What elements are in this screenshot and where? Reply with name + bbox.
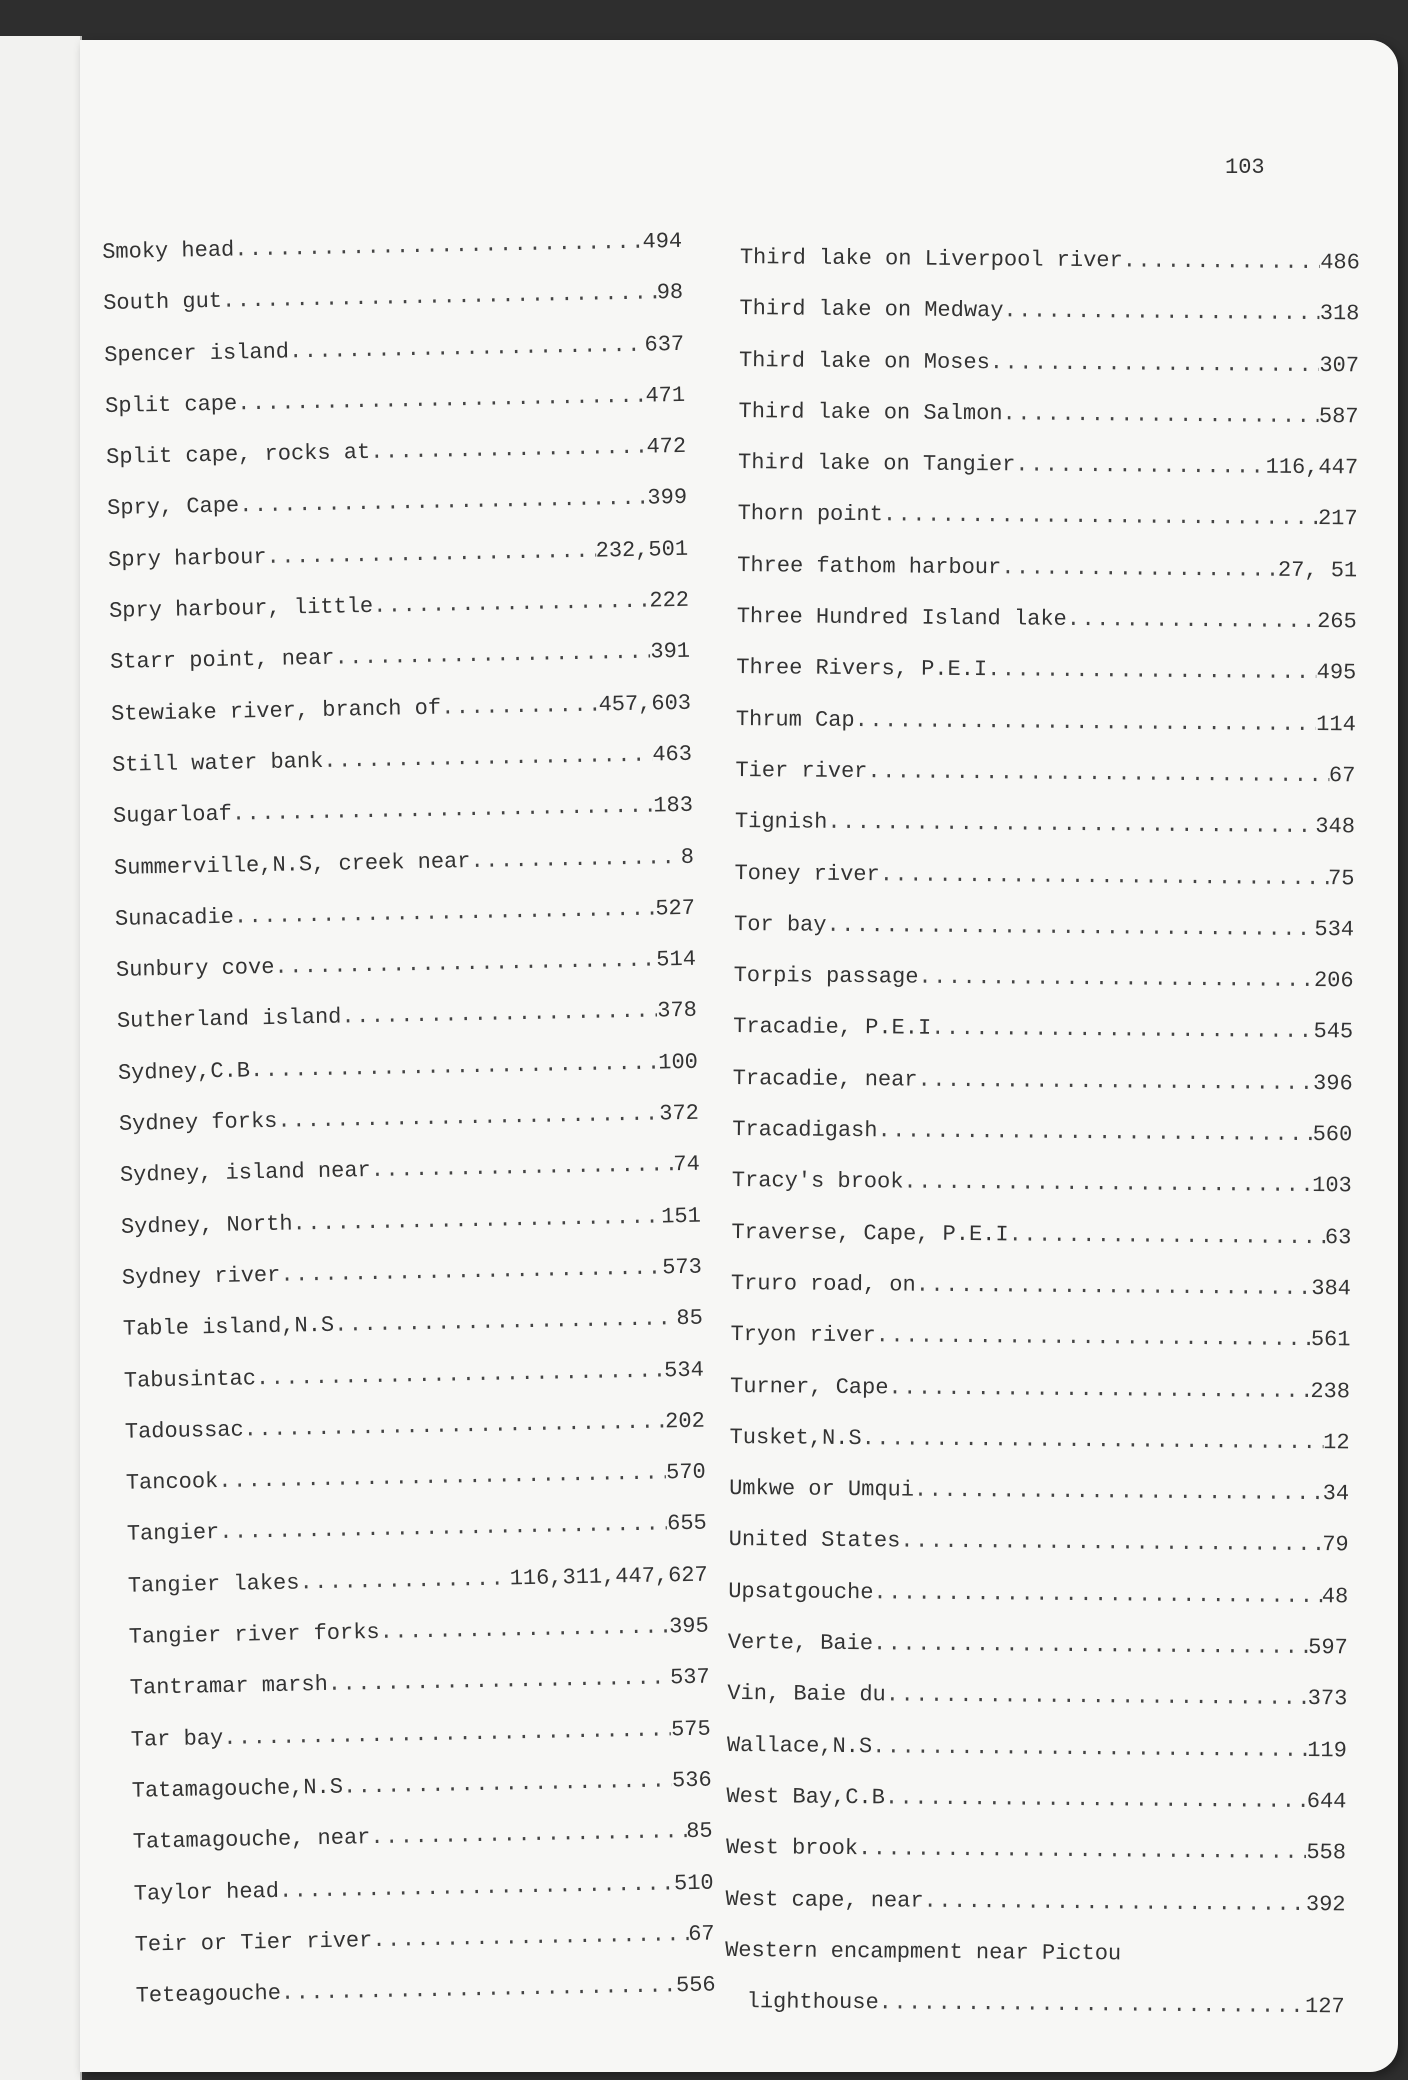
dot-leader — [1123, 248, 1321, 275]
dot-leader — [1001, 555, 1278, 582]
entry-name: Tor bay — [733, 911, 827, 938]
entry-pages: 85 — [686, 1818, 713, 1845]
entry-pages: 34 — [1322, 1481, 1350, 1507]
dot-leader — [334, 1306, 677, 1338]
entry-pages: 67 — [1328, 763, 1356, 789]
entry-name: lighthouse — [746, 1989, 879, 2016]
entry-name: Teteagouche — [135, 1980, 282, 2009]
index-entry — [731, 1271, 1351, 1328]
entry-name: West brook — [725, 1835, 859, 1862]
entry-pages: 114 — [1316, 711, 1356, 738]
dot-leader — [872, 1734, 1307, 1763]
dot-leader — [931, 1016, 1314, 1044]
index-entry — [728, 1527, 1348, 1584]
entry-name: Third lake on Moses — [738, 347, 990, 375]
index-entry — [736, 707, 1356, 764]
entry-pages: 644 — [1306, 1788, 1347, 1815]
entry-name: Western encampment near Pictou — [725, 1937, 1122, 1967]
index-entry — [727, 1681, 1347, 1738]
entry-pages: 597 — [1308, 1635, 1348, 1661]
dot-leader — [343, 1768, 673, 1799]
entry-pages: 561 — [1310, 1327, 1351, 1353]
index-entry — [727, 1733, 1347, 1790]
index-entry — [740, 245, 1360, 302]
dot-leader — [918, 965, 1314, 993]
entry-name: Split cape, rocks at — [105, 440, 371, 471]
entry-pages: 373 — [1307, 1686, 1348, 1712]
entry-pages: 471 — [645, 382, 686, 409]
index-entry — [729, 1425, 1349, 1482]
entry-pages: 573 — [661, 1254, 703, 1281]
entry-name: Sutherland island — [116, 1005, 342, 1035]
entry-pages: 79 — [1322, 1532, 1349, 1558]
index-entry — [735, 809, 1355, 866]
entry-name: Torpis passage — [733, 963, 919, 990]
entry-pages: 495 — [1316, 660, 1357, 686]
entry-name: Tangier river forks — [128, 1619, 380, 1650]
dot-leader — [917, 1067, 1313, 1095]
dot-leader — [323, 743, 653, 774]
index-entry — [732, 1117, 1352, 1174]
entry-name: Vin, Baie du — [727, 1681, 886, 1708]
index-entry — [725, 1886, 1345, 1943]
entry-name: Tar bay — [130, 1725, 224, 1753]
entry-name: Taylor head — [133, 1878, 280, 1907]
dot-leader — [916, 1273, 1312, 1301]
entry-pages: 514 — [656, 946, 697, 973]
entry-name: Tryon river — [730, 1322, 876, 1349]
index-entry — [729, 1476, 1349, 1533]
entry-pages: 100 — [658, 1049, 699, 1076]
entry-name: United States — [728, 1527, 901, 1554]
entry-pages: 534 — [663, 1357, 705, 1383]
entry-name: South gut — [102, 289, 223, 317]
entry-name: Spencer island — [103, 339, 290, 368]
entry-name: Spry harbour — [107, 544, 267, 573]
entry-name: Tusket,N.S — [729, 1424, 862, 1451]
entry-name: Tancook — [125, 1469, 219, 1496]
entry-pages: 556 — [675, 1972, 716, 1999]
entry-pages: 536 — [671, 1767, 712, 1794]
entry-name: Third lake on Tangier — [737, 450, 1016, 478]
index-entry — [730, 1322, 1350, 1379]
entry-pages: 85 — [676, 1305, 704, 1332]
dot-leader — [827, 810, 1315, 839]
entry-name: Wallace,N.S — [726, 1732, 873, 1759]
entry-name: Tracadigash — [732, 1117, 878, 1144]
dot-leader — [441, 692, 599, 720]
dot-leader — [1015, 453, 1266, 480]
entry-pages: 202 — [664, 1408, 706, 1435]
entry-pages: 587 — [1318, 403, 1359, 430]
dot-leader — [370, 435, 647, 465]
dot-leader — [990, 350, 1320, 378]
entry-name: Tangier lakes — [127, 1570, 300, 1599]
entry-name: Verte, Baie — [727, 1629, 874, 1657]
index-entry — [738, 450, 1358, 507]
dot-leader — [883, 503, 1318, 532]
entry-name: Upsatgouche — [728, 1578, 874, 1605]
entry-name: West Bay,C.B — [726, 1783, 886, 1811]
entry-name: Third lake on Medway — [739, 296, 1004, 324]
entry-name: Sydney forks — [118, 1108, 278, 1137]
entry-name: Umkwe or Umqui — [729, 1476, 915, 1503]
entry-pages: 307 — [1319, 352, 1360, 378]
dot-leader — [1003, 299, 1320, 327]
index-entry — [736, 655, 1356, 712]
entry-pages: 238 — [1310, 1378, 1351, 1404]
entry-pages: 222 — [649, 587, 690, 614]
index-entry — [739, 296, 1359, 353]
index-entry — [724, 1989, 1344, 2046]
entry-name: Thorn point — [737, 501, 883, 528]
dot-leader — [341, 999, 657, 1030]
dot-leader — [862, 1426, 1324, 1455]
dot-leader — [266, 538, 596, 569]
entry-name: Third lake on Salmon — [738, 398, 1003, 427]
entry-pages: 67 — [687, 1921, 715, 1947]
dot-leader — [855, 708, 1317, 737]
entry-pages: 318 — [1319, 301, 1360, 327]
entry-pages: 74 — [673, 1152, 701, 1178]
entry-name: Tracadie, near — [732, 1065, 918, 1093]
dot-leader — [876, 1323, 1311, 1352]
entry-pages: 217 — [1317, 506, 1358, 532]
entry-pages: 27, 51 — [1277, 557, 1358, 584]
entry-name: Three fathom harbour — [737, 552, 1002, 581]
entry-name: Toney river — [734, 860, 880, 887]
dot-leader — [903, 1170, 1312, 1199]
dot-leader — [923, 1888, 1306, 1916]
dot-leader — [371, 1153, 674, 1184]
entry-pages: 116,447 — [1265, 454, 1359, 481]
entry-name: Tignish — [734, 809, 828, 836]
entry-pages: 537 — [669, 1664, 710, 1691]
entry-name: Sydney,C.B — [117, 1058, 251, 1086]
dot-leader — [379, 1614, 669, 1645]
entry-pages: 8 — [680, 844, 695, 870]
entry-pages: 372 — [659, 1100, 700, 1127]
entry-pages: 75 — [1327, 865, 1355, 891]
index-entry — [734, 861, 1354, 918]
index-entry — [732, 1066, 1352, 1123]
dot-leader — [372, 1922, 688, 1953]
entry-pages: 378 — [657, 998, 698, 1024]
entry-name: Sugarloaf — [112, 801, 233, 830]
entry-pages: 103 — [1312, 1173, 1352, 1199]
entry-pages: 384 — [1311, 1275, 1352, 1302]
entry-name: Stewiake river, branch of — [110, 695, 442, 727]
dot-leader — [858, 1836, 1307, 1865]
page-number: 103 — [1225, 155, 1265, 180]
entry-name: Truro road, on — [730, 1270, 916, 1298]
entry-name: Sydney, island near — [119, 1158, 372, 1189]
index-entry — [736, 604, 1356, 661]
index-page — [80, 40, 1398, 2072]
entry-name: Tracy's brook — [731, 1168, 904, 1195]
entry-pages: 486 — [1320, 250, 1360, 276]
entry-pages: 463 — [652, 741, 693, 768]
entry-name: Third lake on Liverpool river — [739, 245, 1123, 274]
entry-name: Traverse, Cape, P.E.I — [731, 1219, 1009, 1248]
entry-pages: 183 — [653, 793, 694, 819]
dot-leader — [334, 640, 650, 671]
entry-name: Split cape — [104, 391, 238, 419]
entry-name: Tabusintac — [123, 1365, 257, 1394]
index-entry — [739, 348, 1359, 405]
dot-leader — [373, 589, 650, 619]
entry-pages: 391 — [650, 639, 691, 665]
entry-pages: 399 — [647, 485, 688, 512]
index-entry — [731, 1220, 1351, 1277]
entry-name: Teir or Tier river — [134, 1927, 373, 1958]
index-entry — [135, 1973, 716, 2035]
dot-leader — [873, 1631, 1308, 1660]
entry-pages: 48 — [1321, 1583, 1349, 1610]
dot-leader — [234, 230, 643, 263]
dot-leader — [370, 1819, 686, 1850]
entry-name: Smoky head — [102, 237, 235, 265]
entry-pages: 494 — [642, 228, 683, 255]
index-entry — [731, 1168, 1351, 1225]
entry-name: Turner, Cape — [729, 1373, 889, 1400]
entry-pages: 206 — [1313, 968, 1354, 994]
dot-leader — [299, 1566, 510, 1595]
dot-leader — [867, 759, 1329, 788]
entry-pages: 127 — [1304, 1994, 1345, 2020]
entry-name: Table island,N.S — [122, 1312, 335, 1343]
index-entry — [734, 912, 1354, 969]
entry-pages: 63 — [1324, 1224, 1352, 1251]
entry-name: Sunacadie — [114, 904, 235, 932]
entry-pages: 98 — [656, 280, 684, 306]
entry-pages: 545 — [1313, 1019, 1354, 1045]
left-page-edge — [0, 36, 82, 2080]
entry-pages: 151 — [661, 1203, 702, 1230]
entry-name: Starr point, near — [109, 645, 335, 676]
entry-name: Summerville,N.S, creek near — [113, 848, 471, 881]
entry-name: Tantramar marsh — [129, 1672, 329, 1702]
index-entry — [725, 1938, 1345, 1995]
dot-leader — [879, 1990, 1306, 2019]
entry-pages: 527 — [655, 895, 696, 922]
dot-leader — [470, 845, 681, 874]
entry-name: Tangier — [126, 1520, 220, 1548]
index-entry — [727, 1630, 1347, 1687]
entry-pages: 560 — [1312, 1122, 1353, 1148]
index-entry — [726, 1784, 1346, 1841]
index-entry — [733, 1014, 1353, 1071]
entry-name: Thrum Cap — [735, 706, 855, 733]
entry-pages: 119 — [1307, 1737, 1347, 1763]
entry-name: Tatamagouche, near — [132, 1825, 371, 1855]
entry-pages: 265 — [1317, 609, 1357, 635]
left-index-column — [102, 229, 716, 2035]
entry-pages: 534 — [1314, 916, 1355, 943]
dot-leader — [877, 1118, 1312, 1147]
entry-name: Sydney, North — [120, 1211, 293, 1240]
entry-name: Sydney river — [121, 1262, 281, 1291]
entry-pages: 655 — [666, 1511, 707, 1537]
entry-name: Three Hundred Island lake — [736, 604, 1067, 632]
entry-pages: 395 — [668, 1613, 709, 1640]
entry-name: Tatamagouche,N.S — [131, 1774, 344, 1804]
entry-name: Tadoussac — [124, 1417, 244, 1445]
entry-name: Spry, Cape — [106, 493, 240, 522]
entry-pages: 232,501 — [595, 536, 689, 564]
entry-pages: 348 — [1315, 814, 1356, 840]
dot-leader — [987, 658, 1317, 686]
dot-leader — [900, 1529, 1322, 1558]
entry-pages: 392 — [1305, 1891, 1346, 1917]
entry-name: Tier river — [735, 757, 868, 785]
index-entry — [730, 1373, 1350, 1430]
entry-name: Spry harbour, little — [108, 593, 374, 625]
dot-leader — [873, 1580, 1322, 1609]
index-entry — [728, 1579, 1348, 1636]
dot-leader — [885, 1785, 1307, 1814]
entry-pages: 510 — [673, 1870, 714, 1896]
index-entry — [737, 553, 1357, 610]
dot-leader — [826, 913, 1314, 942]
entry-pages: 472 — [646, 434, 687, 460]
dot-leader — [1067, 607, 1318, 634]
dot-leader — [914, 1478, 1323, 1507]
entry-pages: 457,603 — [598, 690, 692, 718]
index-entry — [726, 1835, 1346, 1892]
entry-pages: 396 — [1312, 1070, 1353, 1097]
entry-pages: 637 — [644, 331, 685, 358]
index-entry — [735, 758, 1355, 815]
entry-pages: 116,311,447,627 — [509, 1562, 708, 1592]
entry-name: Three Rivers, P.E.I — [736, 655, 988, 683]
dot-leader — [880, 862, 1329, 891]
entry-pages: 570 — [665, 1459, 707, 1486]
entry-name: Still water bank — [111, 748, 324, 778]
entry-pages: 12 — [1323, 1429, 1350, 1456]
entry-name: West cape, near — [725, 1886, 924, 1914]
dot-leader — [888, 1375, 1310, 1404]
index-entry — [738, 399, 1358, 456]
entry-name: Sunbury cove — [115, 954, 275, 984]
dot-leader — [328, 1666, 671, 1698]
right-index-column — [724, 245, 1360, 2046]
entry-pages: 558 — [1306, 1840, 1347, 1866]
entry-name: Tracadie, P.E.I — [733, 1014, 932, 1042]
dot-leader — [1009, 1222, 1326, 1250]
index-entry — [737, 501, 1357, 558]
dot-leader — [886, 1683, 1308, 1712]
dot-leader — [1002, 401, 1319, 429]
index-entry — [733, 963, 1353, 1020]
entry-pages: 575 — [670, 1716, 711, 1742]
